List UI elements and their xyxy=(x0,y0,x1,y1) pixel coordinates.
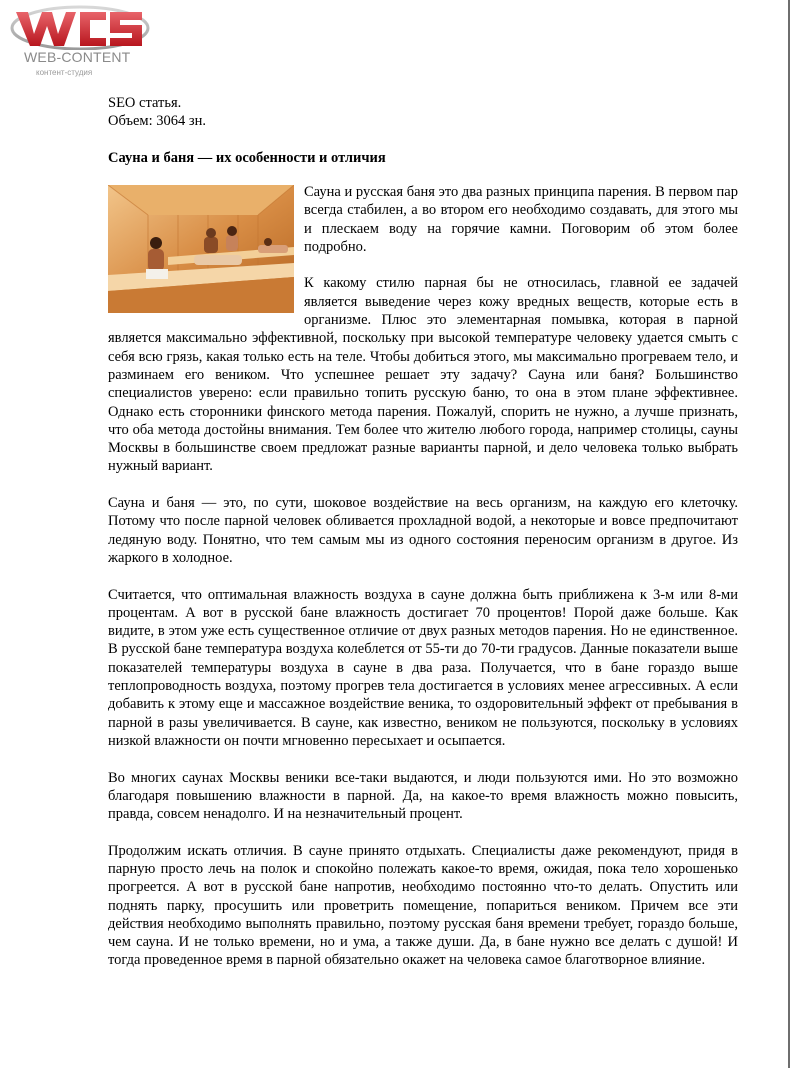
paragraph: Сауна и русская баня это два разных принципа парения. В первом пар всегда стабилен, а во втором его необходимо создавать, для этого мы и плескаем воду на горячие камни. Поговорим об этом более подробно. xyxy=(304,184,738,255)
article-title: Сауна и баня — их особенности и отличия xyxy=(108,150,386,166)
meta-length: Объем: 3064 зн. xyxy=(108,113,206,129)
paragraph: К какому стилю парная бы не относилась, главной ее задачей является выведение через кожу вредных веществ, которые есть в организме. Плюс это элементарная помывка, которая в парной является максимально эффективной, поскольку при высокой температуре человеку удается смыть с себя всю грязь, какая только есть на теле. Чтобы добиться этого, мы максимально прогреваем тело, и разминаем его веником. Что успешнее решает эту задачу? Сауна или баня? Большинство специалистов уверено: если правильно топить русскую баню, то она в этом плане эффективнее. Однако есть сторонники финского метода парения. Пожалуй, спорить не нужно, а лучше признать, что оба метода достойны внимания. Тем более что жителю любого города, например столицы, сауны Москвы в большинстве своем предложат разные варианты парной, и дело человека только выбрать нужный вариант. xyxy=(108,275,738,475)
logo-name: WEB-CONTENT xyxy=(24,49,131,65)
logo-mark-icon xyxy=(10,4,152,50)
paragraph: Во многих саунах Москвы веники все-таки выдаются, и люди пользуются ими. Но это возможно благодаря повышению влажности в парной. Да, на какое-то время влажность можно повысить, правда, совсем ненадолго. И на незначительный процент. xyxy=(108,769,738,823)
paragraph: Продолжим искать отличия. В сауне принято отдыхать. Специалисты даже рекомендуют, придя в парную просто лечь на полок и спокойно полежать какое-то время, ожидая, пока тело хорошенько прогреется. А вот в русской бане напротив, необходимо постоянно что-то делать. Опустить или поднять парку, просушить или проветрить помещение, попариться веником. Причем все эти действия необходимо выполнять правильно, поэтому русская баня времени требует, гораздо больше, чем сауна. И не только времени, но и ума, а также души. Да, в бане нужно все делать с душой! И тогда проведенное время в парной обязательно окажет на человека самое благотворное влияние. xyxy=(108,842,738,969)
paragraph: Сауна и баня — это, по сути, шоковое воздействие на весь организм, на каждую его клеточку. Потому что после парной человек обливается прохладной водой, а некоторые и вовсе предпочитают ледяную воду. Понятно, что тем самым мы из одного состояния переносим организм в другое. Из жаркого в холодное. xyxy=(108,495,738,566)
meta-type: SEO статья. xyxy=(108,95,182,111)
logo-subtitle: контент-студия xyxy=(36,68,93,77)
company-logo xyxy=(6,2,156,82)
paragraph: Считается, что оптимальная влажность воздуха в сауне должна быть приближена к 3-м или 8-ми процентам. А вот в русской бане влажность достигает 70 процентов! Порой даже больше. Как видите, в этом уже есть существенное отличие от двух разных методов парения. Но не единственное. В русской бане температура воздуха колеблется от 55-ти до 70-ти градусов. Данные показатели выше показателей температуры воздуха в сауне в два раза. Получается, что в бане гораздо выше теплопроводность воздуха, поэтому прогрев тела достигается в условиях менее агрессивных. А если добавить к этому еще и массажное воздействие веника, то оздоровительный эффект от пребывания в парной в разы увеличивается. В сауне, как известно, веником не пользуются, поскольку в условиях низкой влажности он почти мгновенно пересыхает и осыпается. xyxy=(108,586,738,749)
article-meta xyxy=(108,94,206,130)
article-body xyxy=(108,183,738,988)
sauna-photo-icon xyxy=(108,185,294,313)
